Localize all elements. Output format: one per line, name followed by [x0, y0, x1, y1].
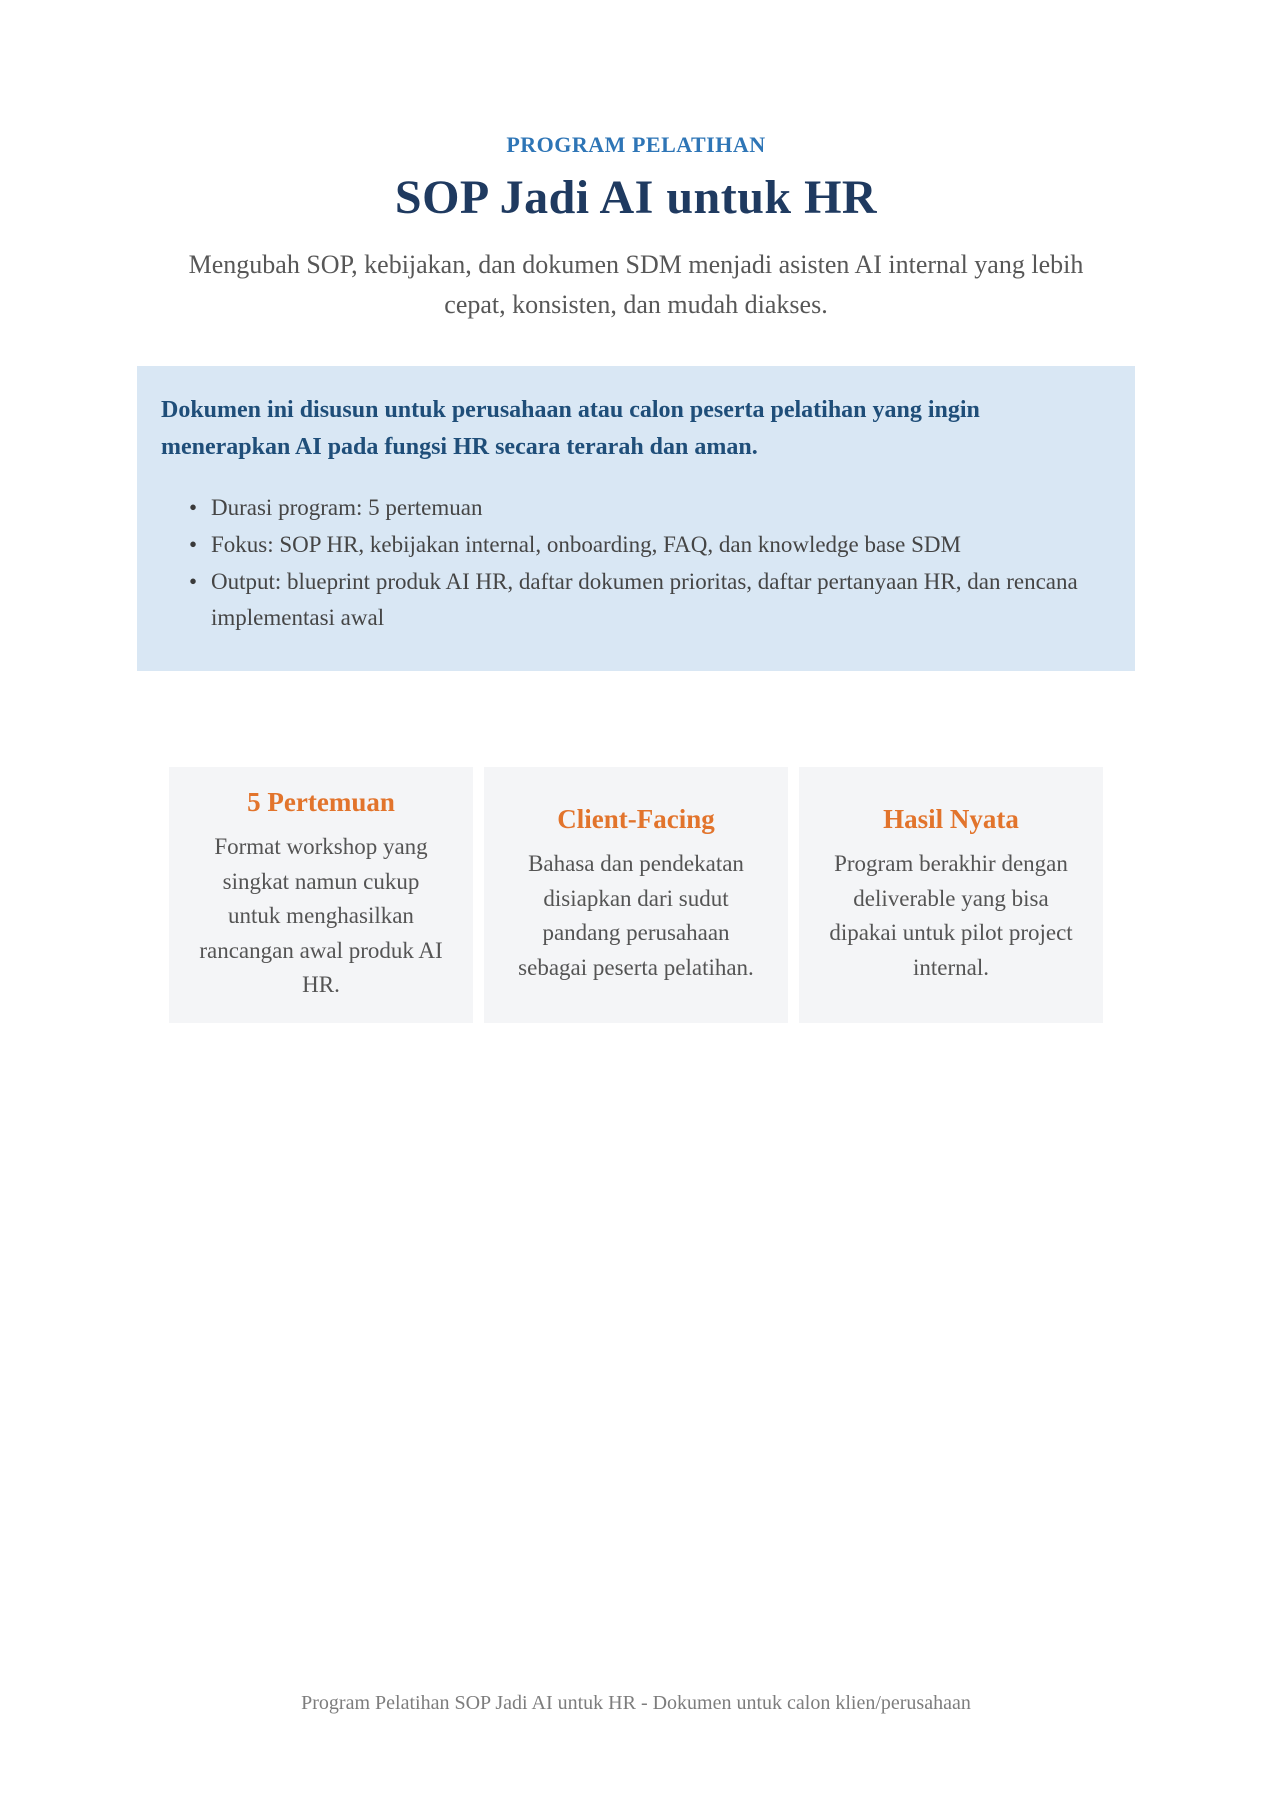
bullet-item-durasi: • Durasi program: 5 pertemuan	[189, 490, 1105, 527]
card-title: Client-Facing	[557, 804, 715, 835]
page-subtitle: Mengubah SOP, kebijakan, dan dokumen SDM menjadi asisten AI internal yang lebih cepat, konsisten, dan mudah diakses.	[188, 250, 1084, 320]
card-client-facing	[484, 767, 788, 1023]
card-hasil-nyata	[799, 767, 1103, 1023]
callout-box	[137, 366, 1135, 672]
card-body: Bahasa dan pendekatan disiapkan dari sudut pandang perusahaan sebagai peserta pelatihan.	[518, 851, 754, 980]
card-title: Hasil Nyata	[883, 804, 1019, 835]
page-footer: Program Pelatihan SOP Jadi AI untuk HR - Dokumen untuk calon klien/perusahaan	[301, 1692, 971, 1714]
card-body: Format workshop yang singkat namun cukup untuk menghasilkan rancangan awal produk AI HR.	[199, 834, 443, 998]
card-body: Program berakhir dengan deliverable yang bisa dipakai untuk pilot project internal.	[829, 851, 1073, 980]
callout-bullet-list	[161, 490, 1105, 637]
page-title: SOP Jadi AI untuk HR	[394, 171, 878, 224]
bullet-item-fokus: • Fokus: SOP HR, kebijakan internal, onboarding, FAQ, dan knowledge base SDM	[189, 527, 1105, 564]
eyebrow-heading: PROGRAM PELATIHAN	[506, 132, 766, 157]
bullet-item-output: • Output: blueprint produk AI HR, daftar dokumen prioritas, daftar pertanyaan HR, dan rencana implementasi awal	[189, 564, 1105, 638]
callout-lead-text: Dokumen ini disusun untuk perusahaan atau calon peserta pelatihan yang ingin menerapkan AI pada fungsi HR secara terarah dan aman.	[161, 396, 980, 460]
feature-cards-row	[169, 767, 1103, 1023]
card-title: 5 Pertemuan	[247, 787, 395, 818]
card-5-pertemuan	[169, 767, 473, 1023]
